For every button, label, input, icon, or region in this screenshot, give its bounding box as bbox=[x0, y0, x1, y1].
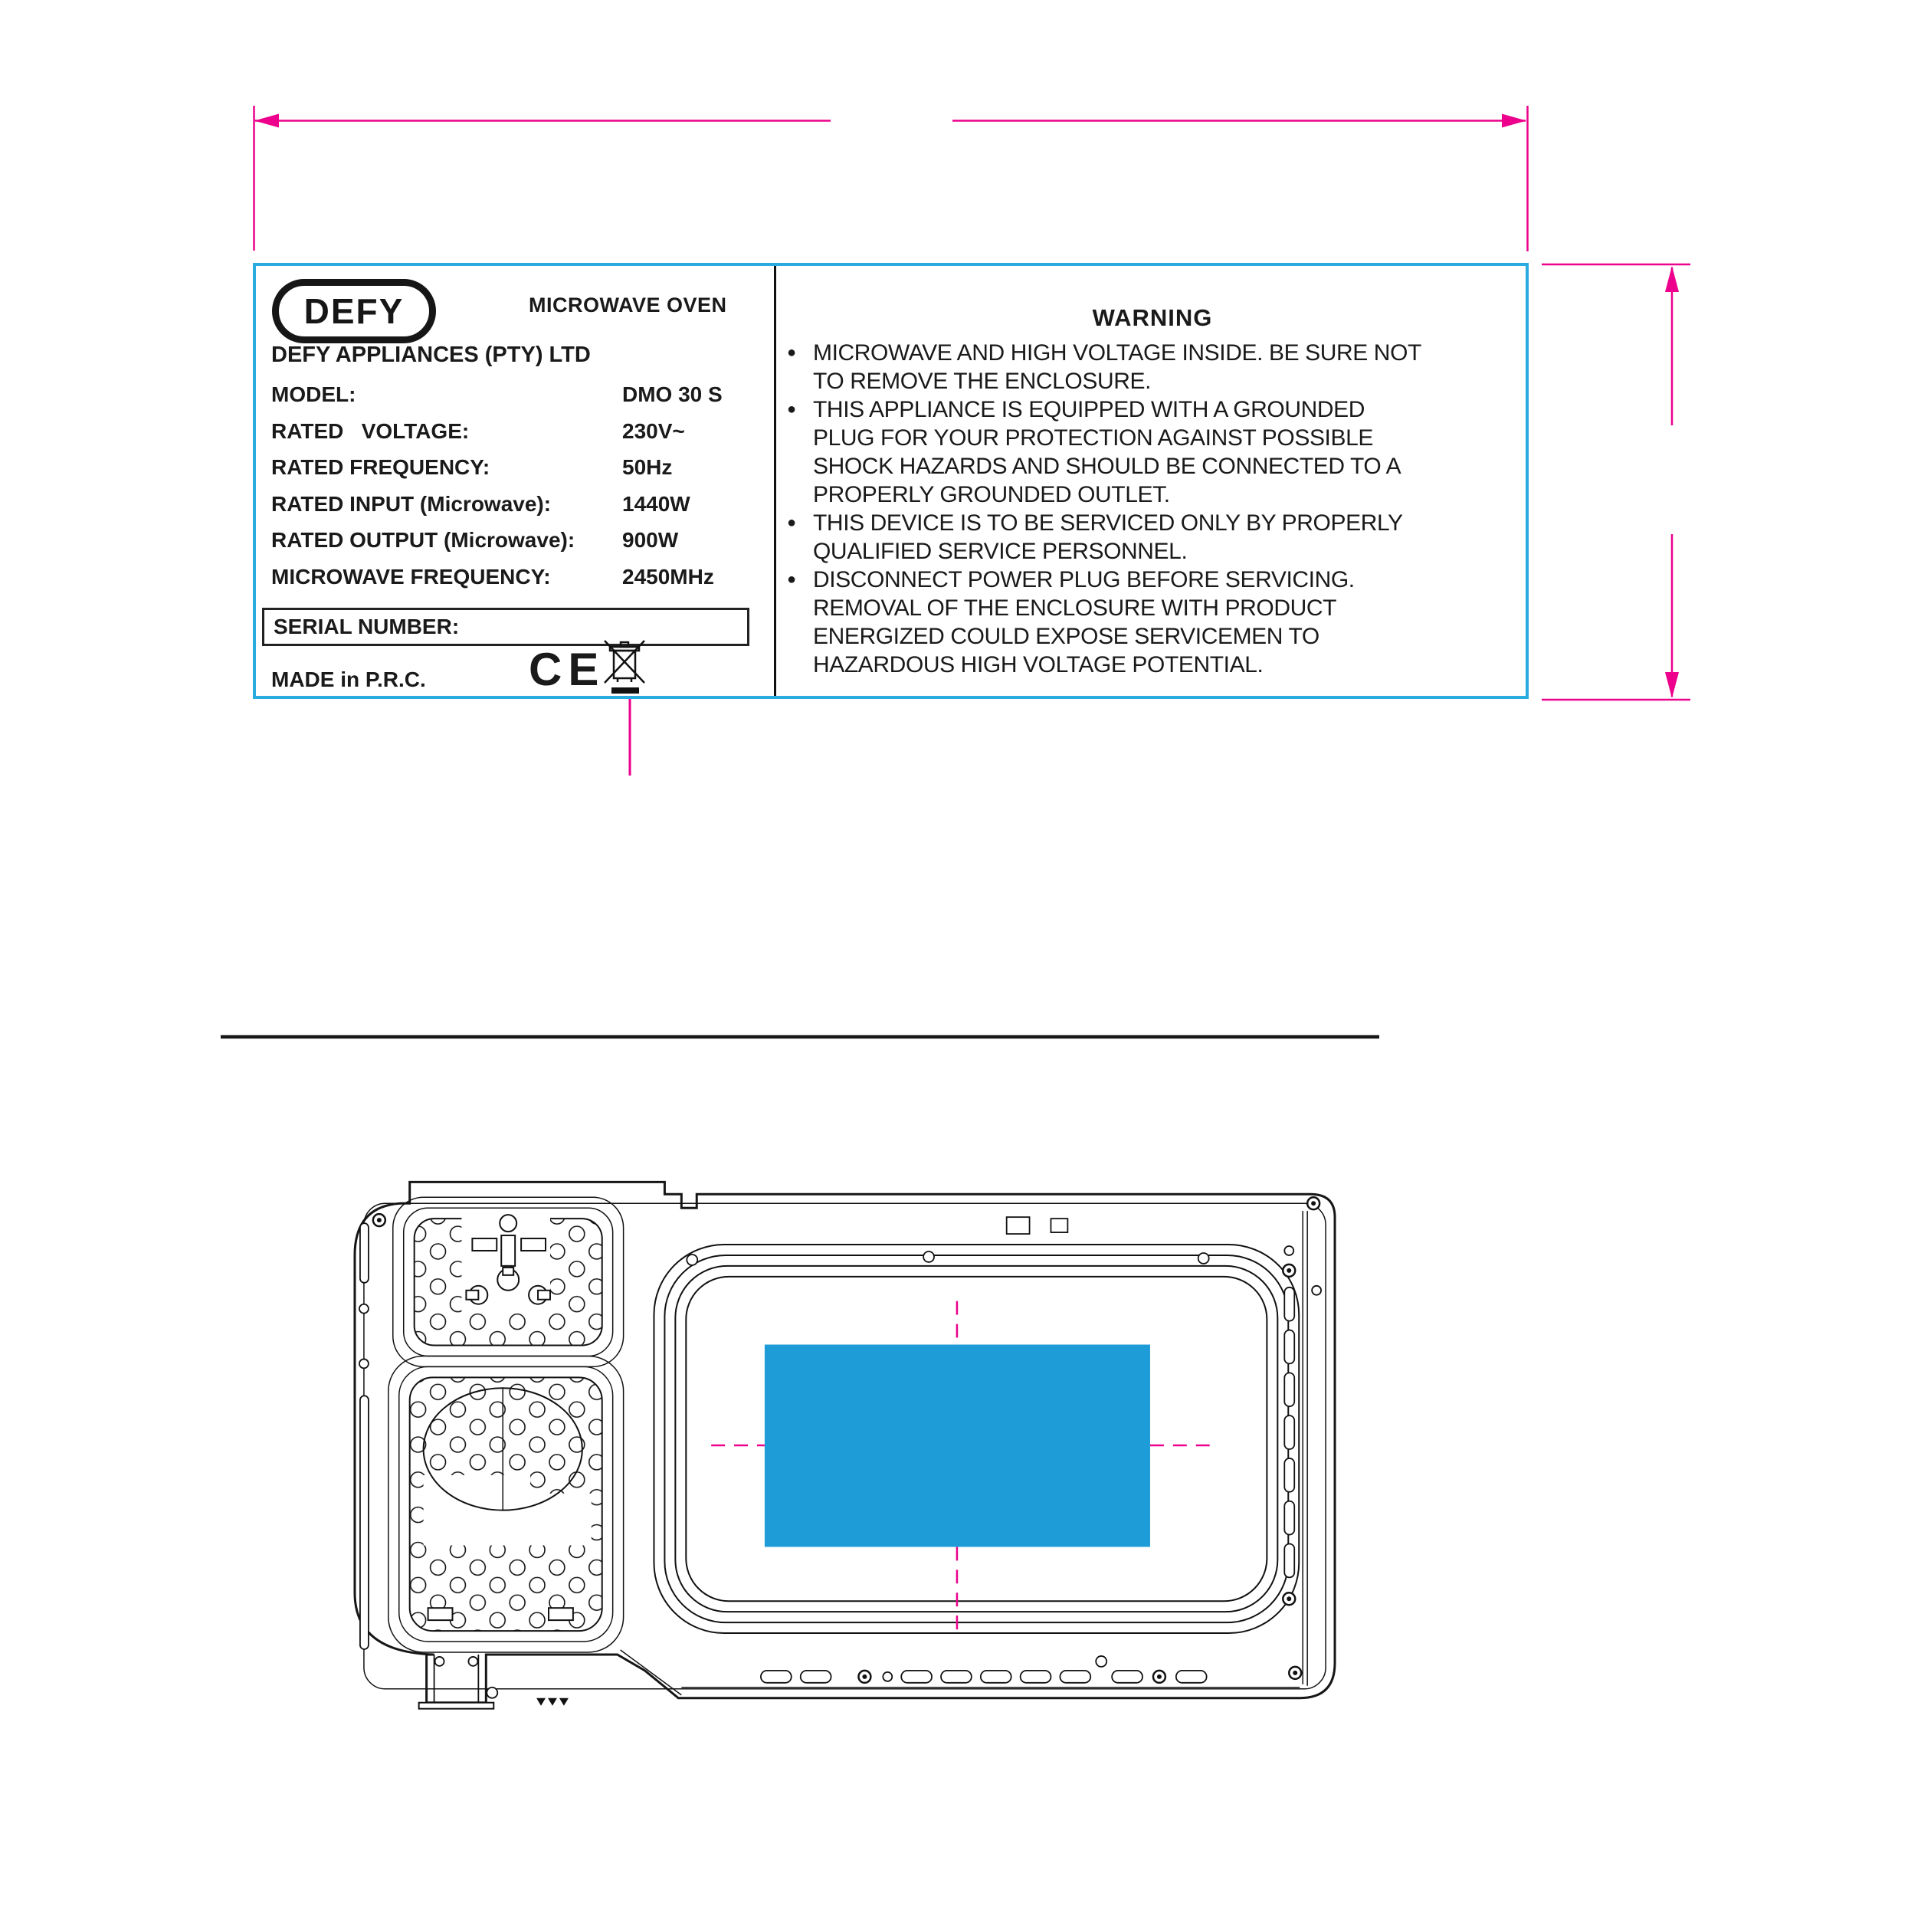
warning-section bbox=[776, 266, 1529, 696]
spec-value-mw-frequency: 2450MHz bbox=[622, 565, 714, 589]
mount-slot bbox=[501, 1235, 515, 1266]
vent-slot bbox=[521, 1238, 546, 1251]
vent-slot bbox=[472, 1238, 497, 1251]
spec-label-input: RATED INPUT (Microwave): bbox=[271, 492, 552, 516]
screw-hole-top-left bbox=[373, 1214, 385, 1226]
warning-list bbox=[787, 339, 1523, 679]
spec-value-input: 1440W bbox=[622, 492, 690, 516]
microwave-back-panel-drawing bbox=[349, 1173, 1341, 1719]
arrow-left-icon bbox=[254, 114, 279, 128]
warning-title: WARNING bbox=[1092, 304, 1213, 331]
right-height-dimension bbox=[1542, 264, 1690, 700]
lower-fan-panel bbox=[388, 1356, 624, 1652]
arrow-down-icon bbox=[1665, 672, 1679, 698]
warning-item bbox=[787, 566, 1523, 679]
warning-text-line: HAZARDOUS HIGH VOLTAGE POTENTIAL. bbox=[813, 652, 1264, 677]
spec-value-model: DMO 30 S bbox=[622, 382, 723, 406]
arrow-right-icon bbox=[1502, 114, 1526, 128]
weee-bin-icon bbox=[602, 638, 648, 695]
warning-text-line: THIS DEVICE IS TO BE SERVICED ONLY BY PROPERLY bbox=[813, 510, 1403, 536]
made-in-text: MADE in P.R.C. bbox=[271, 668, 426, 691]
bullet-icon: ● bbox=[787, 571, 797, 588]
brand-logo bbox=[272, 279, 436, 343]
spec-label-voltage: RATED VOLTAGE: bbox=[271, 419, 470, 443]
warning-text-line: SHOCK HAZARDS AND SHOULD BE CONNECTED TO A bbox=[813, 454, 1401, 479]
warning-text-line: THIS APPLIANCE IS EQUIPPED WITH A GROUNDED bbox=[813, 397, 1365, 422]
spec-value-voltage: 230V~ bbox=[622, 419, 685, 443]
spec-label-frequency: RATED FREQUENCY: bbox=[271, 455, 490, 479]
bullet-icon: ● bbox=[787, 514, 797, 531]
cutout bbox=[428, 1608, 453, 1620]
spec-label-model: MODEL: bbox=[271, 382, 356, 406]
company-name: DEFY APPLIANCES (PTY) LTD bbox=[271, 343, 591, 367]
blue-mask-rectangle bbox=[765, 1345, 1150, 1547]
ce-mark-icon: CE bbox=[529, 644, 605, 695]
spec-label-output: RATED OUTPUT (Microwave): bbox=[271, 528, 575, 552]
arrow-up-icon bbox=[1665, 266, 1679, 292]
spec-label-mw-frequency: MICROWAVE FREQUENCY: bbox=[271, 565, 551, 589]
spec-value-output: 900W bbox=[622, 528, 679, 552]
product-title: MICROWAVE OVEN bbox=[529, 294, 727, 317]
upper-vent-panel bbox=[393, 1197, 624, 1366]
serial-number-box bbox=[262, 608, 749, 646]
top-width-dimension bbox=[254, 106, 1528, 251]
bullet-icon: ● bbox=[787, 401, 797, 418]
top-cutout bbox=[1007, 1217, 1030, 1234]
brand-logo-text: DEFY bbox=[303, 291, 405, 331]
warning-text-line: PROPERLY GROUNDED OUTLET. bbox=[813, 482, 1170, 507]
warning-item bbox=[787, 509, 1523, 566]
bullet-icon: ● bbox=[787, 344, 797, 361]
warning-text-line: DISCONNECT POWER PLUG BEFORE SERVICING. bbox=[813, 567, 1355, 592]
mount-hole bbox=[500, 1215, 516, 1232]
warning-text-line: MICROWAVE AND HIGH VOLTAGE INSIDE. BE SURE NOT bbox=[813, 340, 1421, 366]
warning-item bbox=[787, 339, 1523, 395]
bottom-edge-teeth bbox=[536, 1698, 569, 1706]
warning-text-line: PLUG FOR YOUR PROTECTION AGAINST POSSIBLE bbox=[813, 425, 1373, 451]
rating-label bbox=[253, 263, 1529, 699]
spec-value-frequency: 50Hz bbox=[622, 455, 673, 479]
warning-text-line: REMOVAL OF THE ENCLOSURE WITH PRODUCT bbox=[813, 595, 1337, 621]
cutout bbox=[549, 1608, 573, 1620]
warning-item bbox=[787, 395, 1523, 509]
warning-text-line: TO REMOVE THE ENCLOSURE. bbox=[813, 369, 1152, 394]
warning-text-line: QUALIFIED SERVICE PERSONNEL. bbox=[813, 539, 1188, 564]
serial-number-label: SERIAL NUMBER: bbox=[274, 615, 460, 638]
top-cutout bbox=[1051, 1219, 1067, 1232]
warning-text-line: ENERGIZED COULD EXPOSE SERVICEMEN TO bbox=[813, 624, 1319, 649]
